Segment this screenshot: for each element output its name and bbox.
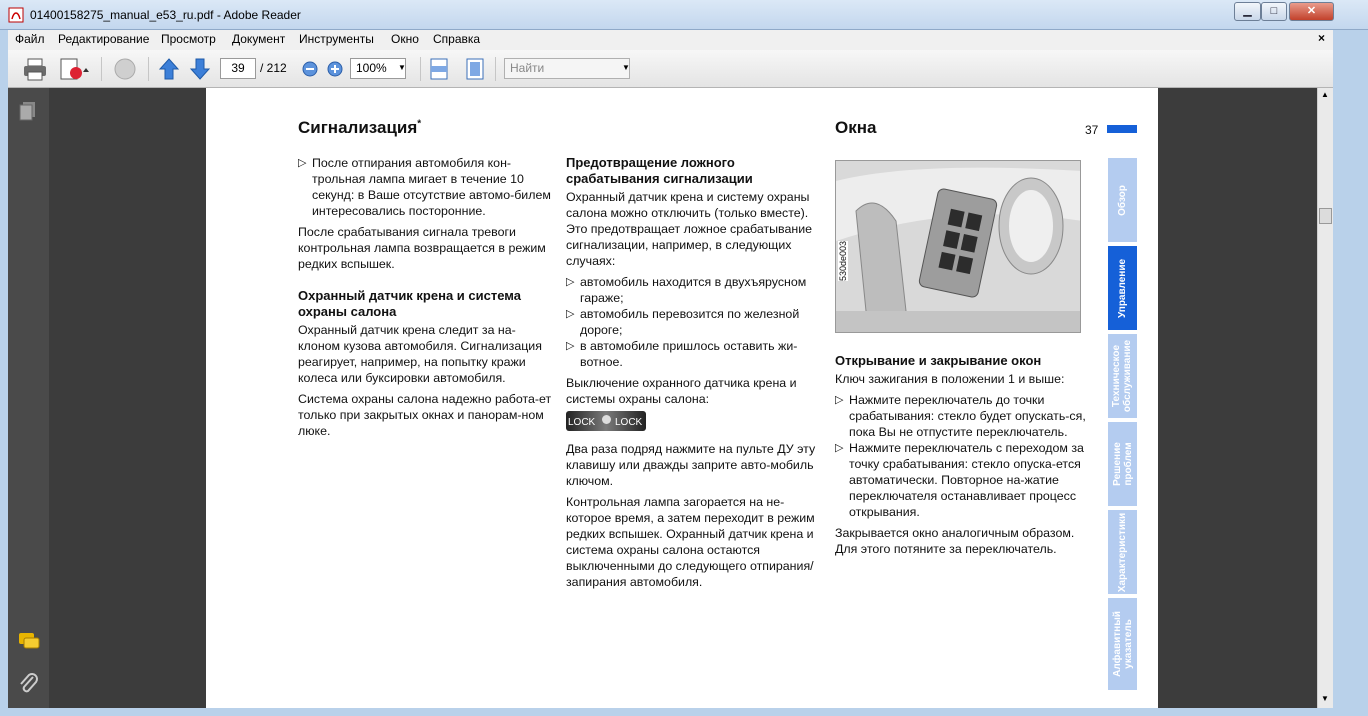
window-switch-illustration bbox=[836, 161, 1081, 333]
menu-tools[interactable]: Инструменты bbox=[299, 32, 374, 46]
page-number-input[interactable]: 39 bbox=[220, 58, 256, 79]
paragraph: Два раза подряд нажмите на пульте ДУ эту клавишу или дважды заприте авто-мобиль ключом. bbox=[566, 442, 816, 488]
menu-view[interactable]: Просмотр bbox=[161, 32, 216, 46]
comments-icon[interactable] bbox=[17, 631, 41, 653]
vertical-scrollbar[interactable] bbox=[1317, 88, 1333, 708]
adobe-reader-icon bbox=[8, 7, 24, 23]
bullet-unlock-note: ▷ После отпирания автомобиля кон-трольная лампа мигает в течение 10 секунд: в Ваше отсутствие автомо-билем интересовались посторонние. bbox=[298, 155, 554, 219]
list-item: ▷ Нажмите переключатель до точки срабатывания: стекло будет опускать-ся, пока Вы не отпустите переключатель. bbox=[835, 392, 1093, 440]
print-icon[interactable] bbox=[22, 56, 48, 82]
paragraph: Система охраны салона надежно работа-ет только при закрытых окнах и панорам-ном люке. bbox=[298, 392, 552, 438]
title-bar bbox=[0, 0, 1368, 30]
list-item: ▷ в автомобиле пришлось оставить жи-вотное. bbox=[566, 338, 824, 370]
heading-alarm: Сигнализация* bbox=[298, 118, 422, 137]
menu-document[interactable]: Документ bbox=[232, 32, 286, 46]
toolbar bbox=[8, 50, 1333, 88]
page-total: / 212 bbox=[260, 61, 287, 75]
minimize-button[interactable]: ▁ bbox=[1234, 2, 1261, 21]
page-number: 37 bbox=[1085, 123, 1099, 137]
navigation-pane bbox=[8, 88, 49, 708]
scroll-down-icon[interactable]: ▼ bbox=[1321, 694, 1329, 703]
column-2 bbox=[566, 155, 824, 595]
lock-button-image bbox=[566, 411, 646, 431]
attachments-icon[interactable] bbox=[18, 672, 40, 696]
close-window-button[interactable]: ✕ bbox=[1289, 2, 1334, 21]
subheading-open-close-windows: Открывание и закрывание окон bbox=[835, 353, 1042, 368]
tab-troubleshooting[interactable]: Решение проблем bbox=[1108, 422, 1137, 506]
subheading-tilt-sensor: Охранный датчик крена и система охраны салона bbox=[298, 288, 521, 319]
tab-specifications[interactable]: Характеристики bbox=[1108, 510, 1137, 594]
photo-code: 530de003 bbox=[838, 240, 848, 281]
heading-windows: Окна bbox=[835, 118, 877, 137]
tab-index[interactable]: Алфавитный указатель bbox=[1108, 598, 1137, 690]
zoom-in-icon[interactable] bbox=[326, 56, 344, 82]
zoom-dropdown-icon[interactable]: ▼ bbox=[398, 63, 406, 72]
maximize-button[interactable]: □ bbox=[1261, 2, 1287, 21]
lock-key-icon bbox=[602, 415, 611, 424]
subheading-false-alarm: Предотвращение ложного срабатывания сигнализации bbox=[566, 155, 753, 186]
paragraph: Охранный датчик крена и систему охраны салона можно отключить (только вместе). Это предотвращает ложное срабатывание сигнализации, например, в следующих случаях: bbox=[566, 190, 813, 268]
list-item: ▷ Нажмите переключатель с переходом за точку срабатывания: стекло опуска-ется автоматически. Повторное на-жатие переключателя останавливает процесс открывания. bbox=[835, 440, 1093, 520]
scroll-thumb[interactable] bbox=[1319, 208, 1332, 224]
tab-operation[interactable]: Управление bbox=[1108, 246, 1137, 330]
paragraph: Ключ зажигания в положении 1 и выше: bbox=[835, 372, 1065, 386]
pdf-page bbox=[206, 88, 1158, 708]
lock-label: LOCK bbox=[568, 417, 596, 428]
previous-page-icon[interactable] bbox=[158, 56, 180, 82]
menu-window[interactable]: Окно bbox=[391, 32, 419, 46]
zoom-out-icon[interactable] bbox=[301, 56, 319, 82]
scroll-up-icon[interactable]: ▲ bbox=[1321, 90, 1329, 99]
list-item: ▷ автомобиль находится в двухъярусном гараже; bbox=[566, 274, 824, 306]
paragraph: Выключение охранного датчика крена и системы охраны салона: bbox=[566, 376, 797, 406]
find-dropdown-icon[interactable]: ▼ bbox=[622, 63, 630, 72]
fit-width-icon[interactable] bbox=[428, 56, 450, 82]
fit-page-icon[interactable] bbox=[464, 56, 486, 82]
menu-edit[interactable]: Редактирование bbox=[58, 32, 150, 46]
lock-label: LOCK bbox=[615, 417, 643, 428]
next-page-icon[interactable] bbox=[189, 56, 211, 82]
window-title: 01400158275_manual_e53_ru.pdf - Adobe Reader bbox=[30, 8, 301, 22]
menu-file[interactable]: Файл bbox=[15, 32, 45, 46]
tab-maintenance[interactable]: Техническое обслуживание bbox=[1108, 334, 1137, 418]
column-1 bbox=[298, 155, 554, 444]
paragraph: Контрольная лампа загорается на не-которое время, а затем переходит в режим редких вспышек. Охранный датчик крена и система охраны салона остаются выключенными до следующего отпирания/запирания автомобиля. bbox=[566, 495, 815, 589]
window-switch-photo bbox=[835, 160, 1081, 333]
zoom-select[interactable]: 100% bbox=[350, 58, 406, 79]
close-document-icon[interactable]: × bbox=[1317, 31, 1325, 45]
list-item: ▷ автомобиль перевозится по железной дороге; bbox=[566, 306, 824, 338]
menu-bar bbox=[8, 30, 1333, 50]
create-pdf-icon[interactable] bbox=[58, 56, 92, 82]
paragraph: Охранный датчик крена следит за на-клоном кузова автомобиля. Сигнализация реагирует, например, на попытку кражи колеса или буксировки автомобиля. bbox=[298, 323, 542, 385]
document-viewer[interactable] bbox=[49, 88, 1317, 708]
paragraph: Закрывается окно аналогичным образом. Для этого потяните за переключатель. bbox=[835, 526, 1075, 556]
page-marker bbox=[1107, 125, 1137, 133]
menu-help[interactable]: Справка bbox=[433, 32, 481, 46]
find-input[interactable]: Найти bbox=[504, 58, 630, 79]
paragraph: После срабатывания сигнала тревоги контрольная лампа возвращается в режим редких вспышек. bbox=[298, 225, 546, 271]
tab-overview[interactable]: Обзор bbox=[1108, 158, 1137, 242]
pages-icon[interactable] bbox=[17, 100, 39, 122]
share-icon[interactable] bbox=[111, 56, 139, 82]
column-3 bbox=[835, 353, 1093, 562]
